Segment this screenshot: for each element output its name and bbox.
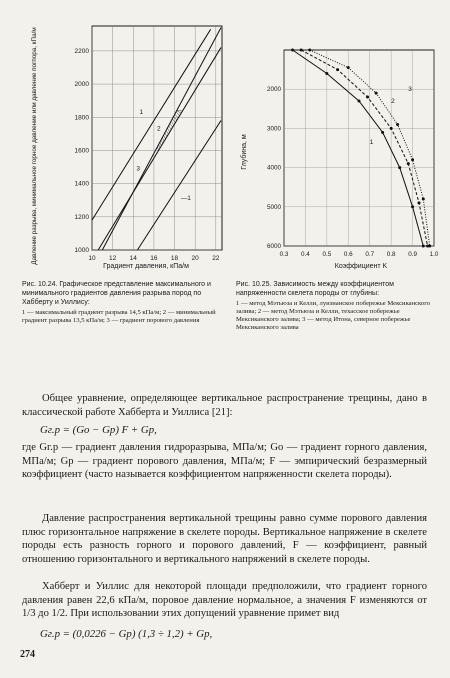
data-point	[336, 68, 339, 71]
paragraph-intro: Общее уравнение, определяющее вертикальное распространение трещины, дано в классической работе Хабберта и Уиллиса [21]:	[22, 393, 427, 418]
data-point	[407, 162, 410, 165]
figure-10-25-chart	[236, 42, 440, 274]
equation-general: Gг.р = (Gо − Gр) F + Gр,	[40, 424, 157, 436]
series-line-2	[301, 50, 427, 246]
x-tick-label: 16	[150, 255, 158, 262]
data-point	[375, 92, 378, 95]
x-tick-label: 18	[170, 255, 179, 262]
hatch-line	[162, 138, 164, 142]
x-tick-label: 12	[109, 255, 117, 262]
x-tick-label: 0.4	[301, 251, 310, 258]
hatch-line	[172, 119, 175, 123]
hatch-line	[170, 124, 173, 128]
figure-10-24-chart	[18, 18, 228, 276]
data-point	[418, 201, 421, 204]
y-tick-label: 6000	[266, 243, 281, 250]
y-tick-label: 3000	[266, 125, 281, 133]
data-point	[358, 99, 361, 102]
page-number: 274	[20, 649, 35, 660]
data-point	[411, 205, 414, 208]
plot-frame	[92, 26, 222, 250]
curve-label: 3	[408, 86, 412, 94]
caption-legend: 1 — метод Мэтьюза и Келли, луизианское побережье Мексиканского залива; 2 — метод Мэтьюза и Келли, техасское побережье Мексиканского залива; 3 — метод Итона, северное побережье Мексиканского залива	[236, 300, 431, 331]
x-tick-label: 0.9	[408, 251, 417, 258]
series-line-4	[137, 121, 221, 250]
data-point	[422, 245, 425, 248]
x-tick-label: 0.3	[279, 251, 289, 258]
data-point	[396, 123, 399, 126]
caption-title: Рис. 10.24. Графическое представление максимального и минимального градиентов давления разрыва пород по Хабберту и Уиллису:	[22, 281, 211, 306]
data-point	[381, 131, 384, 134]
curve-label: 1	[139, 108, 144, 116]
y-tick-label: 1200	[74, 213, 89, 221]
y-tick-label: 1600	[74, 147, 89, 155]
curve-label: —1	[180, 195, 191, 203]
caption-title: Рис. 10.25. Зависимость между коэффициентом напряженности скелета породы от глубины:	[236, 281, 394, 297]
data-point	[325, 72, 328, 75]
paragraph-definitions: где Gг.р — градиент давления гидроразрыва, МПа/м; Gо — градиент горного давления, МПа/м; Gр — градиент порового давления, МПа/м; F — эмпирический безразмерный коэффициент (часто называется коэффициентом напряженности скелета породы).	[22, 442, 427, 481]
y-tick-label: 2000	[266, 86, 281, 94]
x-axis-label: Коэффициент K	[334, 263, 388, 270]
hatch-line	[166, 131, 168, 135]
data-point	[411, 158, 414, 161]
y-axis-label: Давление разрыва, минимальное горное давление или давление погпора, кПа/м	[31, 27, 38, 265]
x-tick-label: 0.5	[322, 251, 332, 258]
hatch-line	[171, 121, 174, 125]
plot-frame	[284, 50, 434, 246]
figure-10-24-caption	[22, 280, 222, 325]
data-point	[422, 197, 425, 200]
hatch-line	[167, 128, 170, 132]
y-tick-label: 4000	[266, 164, 281, 172]
data-point	[428, 245, 431, 248]
caption-legend: 1 — максимальный градиент разрыва 14,5 кПа/м; 2 — минимальный градиент разрыва 13,5 кПа/м; 3 — градиент порового давления	[22, 309, 216, 324]
x-tick-label: 22	[212, 255, 220, 262]
data-point	[398, 166, 401, 169]
hatch-line	[169, 126, 172, 130]
series-line-1	[293, 50, 424, 246]
x-tick-label: 0.7	[365, 251, 375, 258]
x-axis-label: Градиент давления, кПа/м	[103, 263, 189, 270]
curve-label: 1	[369, 139, 374, 147]
y-tick-label: 2000	[74, 81, 89, 89]
y-tick-label: 1800	[74, 114, 89, 122]
y-axis-label: Глубина, м	[241, 134, 248, 170]
x-tick-label: 0.8	[386, 251, 396, 258]
y-tick-label: 1400	[74, 180, 89, 188]
y-tick-label: 2200	[74, 47, 89, 55]
x-tick-label: 10	[88, 255, 96, 262]
figure-10-25-caption	[236, 280, 434, 332]
data-point	[347, 66, 350, 69]
equation-simplified: Gг.р = (0,0226 − Gр) (1,3 ÷ 1,2) + Gр,	[40, 628, 213, 640]
data-point	[291, 49, 294, 52]
paragraph-propagation: Давление распространения вертикальной трещины равно сумме порового давления плюс горизонтальное напряжение в скелете породы. Вертикальное напряжение в скелете породы есть разность горного и порового давлений, F — коэффициент, равный отношению горизонтального и вертикального напряжений в скелете породы.	[22, 513, 427, 565]
data-point	[366, 96, 369, 99]
x-tick-label: 0.6	[343, 251, 353, 258]
y-tick-label: 1000	[74, 247, 89, 254]
hatch-line	[164, 135, 166, 139]
paragraph-assumptions: Хабберт и Уиллис для некоторой площади предположили, что градиент горного давления равен 22,6 кПа/м, поровое давление нормальное, а значения F изменяются от 1/3 до 1/2. При использовании этих допущений уравнение примет вид	[22, 581, 427, 620]
data-point	[390, 127, 393, 130]
x-tick-label: 14	[129, 255, 137, 262]
curve-label: 3	[136, 165, 140, 173]
y-tick-label: 5000	[266, 203, 281, 211]
x-tick-label: 1.0	[429, 251, 439, 258]
data-point	[308, 49, 311, 52]
x-tick-label: 20	[191, 255, 199, 262]
curve-label: 2	[391, 97, 395, 105]
data-point	[300, 49, 303, 52]
curve-label: 2	[157, 125, 161, 133]
series-line-3	[92, 29, 211, 220]
hatch-line	[176, 112, 180, 116]
hatch-line	[165, 133, 167, 137]
